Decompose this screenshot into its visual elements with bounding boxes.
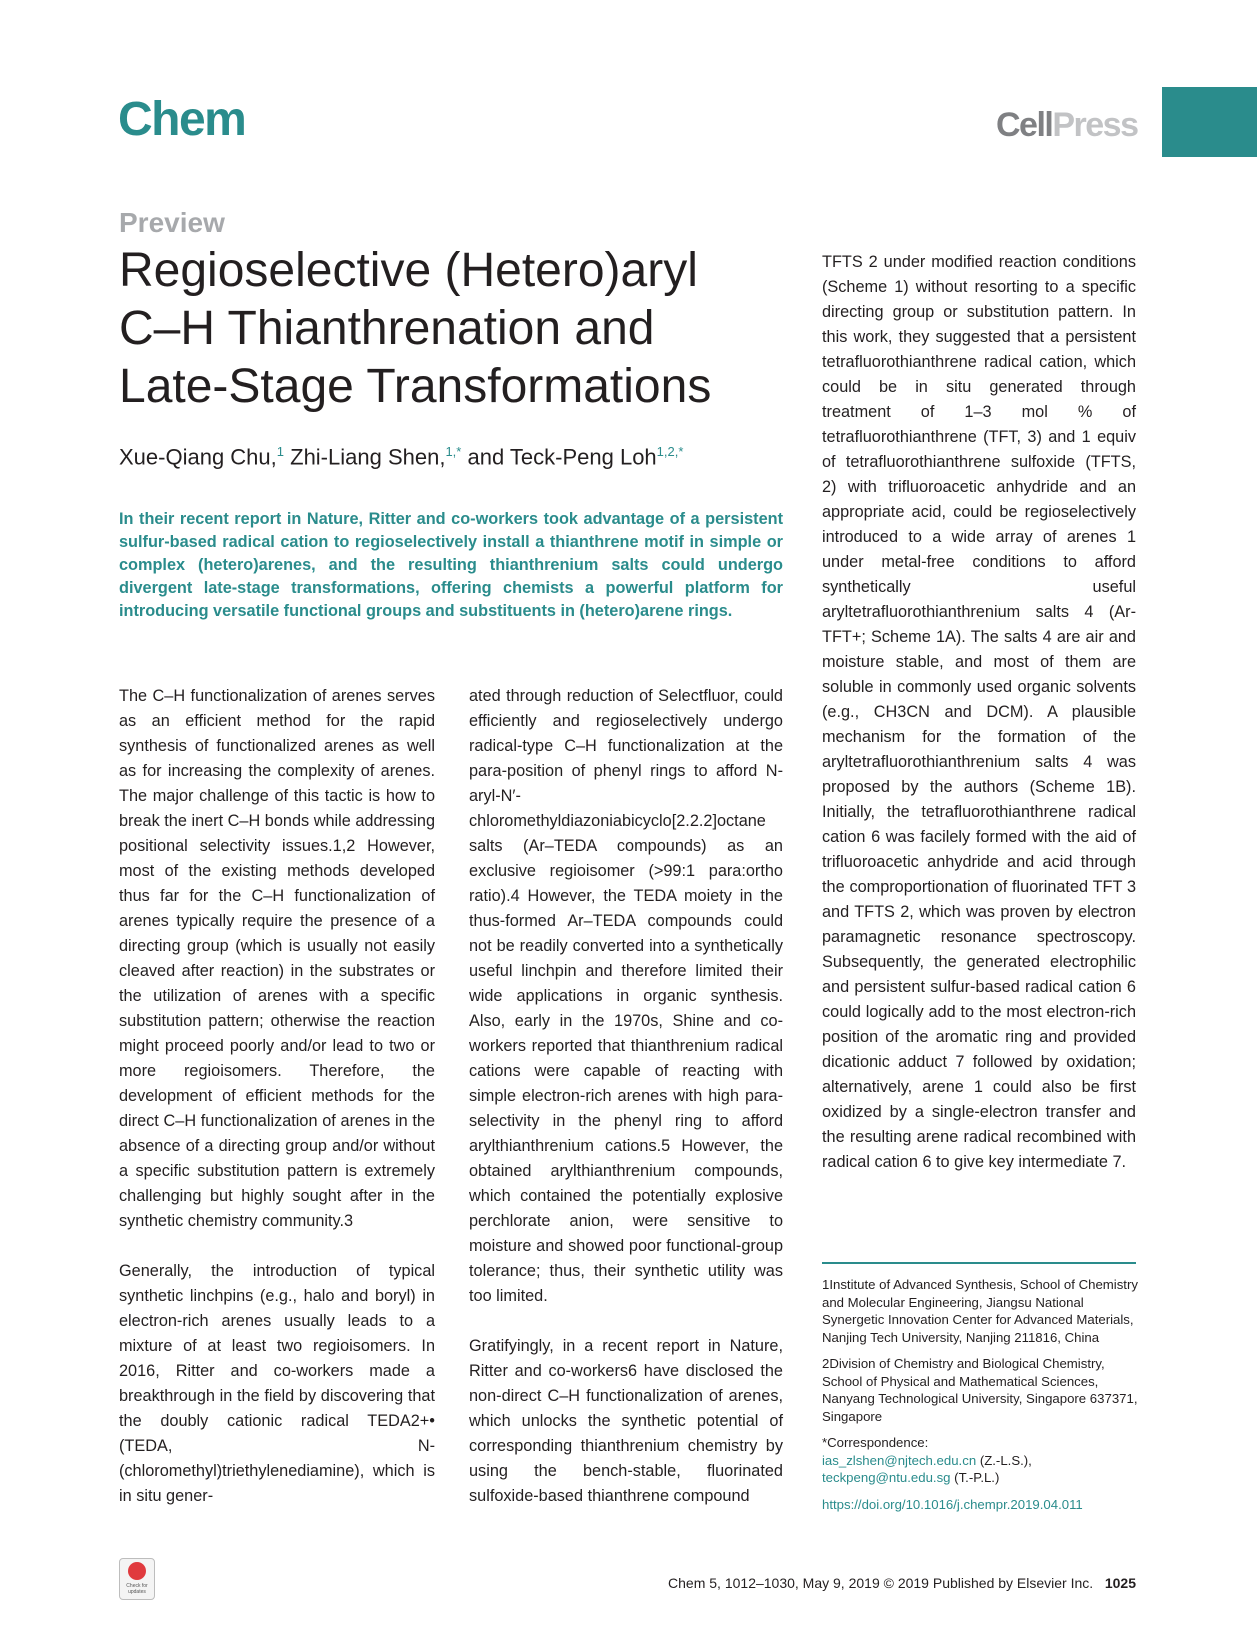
publisher-logo: CellPress — [996, 106, 1138, 144]
author-list — [119, 444, 779, 470]
body-paragraph: Generally, the introduction of typical synthetic linchpins (e.g., halo and boryl) in electron-rich arenes usually leads to a mixture of at least two regioisomers. In 2016, Ritter and co-workers made a breakthrough in the field by discovering that the doubly cationic radical TEDA2+• (TEDA, N-(chloromethyl)triethylenediamine), which is in situ gener- — [119, 1262, 435, 1505]
body-column-3 — [822, 250, 1136, 1200]
page-number: 1025 — [1104, 1575, 1136, 1591]
author-affiliation[interactable]: 1,2,* — [656, 444, 684, 459]
body-paragraph: The C–H functionalization of arenes serves as an efficient method for the rapid synthesis of functionalized arenes as well as for increasing the complexity of arenes. The major challenge of this tactic is how to break the inert C–H bonds while addressing positional selectivity issues.1,2 However, most of the existing methods developed thus far for the C–H functionalization of arenes typically require the presence of a directing group (which is usually not easily cleaved after reaction) in the substrates or the utilization of arenes with a specific substitution pattern; otherwise the reaction might proceed poorly and/or lead to two or more regioisomers. Therefore, the development of efficient methods for the direct C–H functionalization of arenes in the absence of a directing group and/or without a specific substitution pattern is extremely challenging but highly sought after in the synthetic chemistry community.3 — [119, 687, 435, 1230]
body-paragraph: TFTS 2 under modified reaction conditions (Scheme 1) without resorting to a specific directing group or substitution pattern. In this work, they suggested that a persistent tetrafluorothianthrene radical cation, which could be in situ generated through treatment of 1–3 mol % of tetrafluorothianthrene (TFT, 3) and 1 equiv of tetrafluorothianthrene sulfoxide (TFTS, 2) with trifluoroacetic anhydride and an appropriate acid, could be regioselectively introduced to a wide array of arenes 1 under metal-free conditions to afford synthetically useful aryltetrafluorothianthrenium salts 4 (Ar-TFT+; Scheme 1A). The salts 4 are air and moisture stable, and most of them are soluble in commonly used organic solvents (e.g., CH3CN and DCM). A plausible mechanism for the formation of the aryltetrafluorothianthrenium salts 4 was proposed by the authors (Scheme 1B). Initially, the tetrafluorothianthrene radical cation 6 was facilely formed with the aid of trifluoroacetic anhydride and acid through the comproportionation of fluorinated TFT 3 and TFTS 2, which was proven by electron paramagnetic resonance spectroscopy. Subsequently, the generated electrophilic and persistent sulfur-based radical cation 6 could logically add to the most electron-rich position of the aromatic ring and provided dicationic adduct 7 followed by oxidation; alternatively, arene 1 could also be first oxidized by a single-electron transfer and the resulting arene radical recombined with radical cation 6 to give key intermediate 7. — [822, 253, 1136, 1171]
body-paragraph: ated through reduction of Selectfluor, could efficiently and regioselectively undergo radical-type C–H functionalization at the para-position of phenyl rings to afford N-aryl-N′-chloromethyldiazoniabicyclo[2.2.2]octane salts (Ar–TEDA compounds) as an exclusive regioisomer (>99:1 para:ortho ratio).4 However, the TEDA moiety in the thus-formed Ar–TEDA compounds could not be readily converted into a synthetically useful linchpin and therefore limited their wide applications in organic synthesis. Also, early in the 1970s, Shine and co-workers reported that thianthrenium radical cations were capable of reacting with simple electron-rich arenes with high para-selectivity in the phenyl ring to afford arylthianthrenium cations.5 However, the obtained arylthianthrenium compounds, which contained the potentially explosive perchlorate anion, were sensitive to moisture and showed poor functional-group tolerance; thus, their synthetic utility was too limited. — [469, 687, 783, 1305]
body-column-2 — [469, 684, 783, 1534]
page-footer — [630, 1575, 1136, 1591]
affiliation-2: 2Division of Chemistry and Biological Chemistry, School of Physical and Mathematical Sciences, Nanyang Technological University, Singapore 637371, Singapore — [822, 1356, 1138, 1424]
affiliation-1: 1Institute of Advanced Synthesis, School of Chemistry and Molecular Engineering, Jiangsu National Synergetic Innovation Center for Advanced Materials, Nanjing Tech University, Nanjing 211816, China — [822, 1277, 1138, 1345]
abstract: In their recent report in Nature, Ritter and co-workers took advantage of a persistent sulfur-based radical cation to regioselectively install a thianthrene motif in simple or complex (hetero)arenes, and the resulting thianthrenium salts could undergo divergent late-stage transformations, offering chemists a powerful platform for introducing versatile functional groups and substituents in (hetero)arene rings. — [119, 510, 783, 620]
correspondence-label: *Correspondence: — [822, 1435, 929, 1450]
email-link-loh[interactable]: teckpeng@ntu.edu.sg — [822, 1470, 951, 1485]
footnote-divider — [822, 1262, 1136, 1264]
email-owner: (Z.-L.S.), — [976, 1452, 1032, 1468]
journal-logo: Chem — [118, 93, 246, 146]
correspondence — [822, 1434, 1142, 1513]
email-link-shen[interactable]: ias_zlshen@njtech.edu.cn — [822, 1452, 977, 1468]
author-name[interactable]: Zhi-Liang Shen, — [290, 444, 446, 470]
header-accent-bar — [1162, 87, 1257, 157]
author-name[interactable]: Xue-Qiang Chu, — [119, 444, 277, 470]
doi-link[interactable]: https://doi.org/10.1016/j.chempr.2019.04.011 — [822, 1496, 1083, 1512]
email-owner: (T.-P.L.) — [950, 1470, 1000, 1485]
body-paragraph: Gratifyingly, in a recent report in Nature, Ritter and co-workers6 have disclosed the non-direct C–H functionalization of arenes, which unlocks the synthetic potential of corresponding thianthrenium chemistry by using the bench-stable, fluorinated sulfoxide-based thianthrene compound — [469, 1337, 783, 1505]
author-name[interactable]: and Teck-Peng Loh — [467, 444, 657, 470]
crossmark-label: Check for updates — [126, 1583, 148, 1595]
crossmark-icon[interactable] — [119, 1558, 155, 1600]
author-affiliation[interactable]: 1,* — [445, 444, 462, 459]
body-column-1 — [119, 684, 435, 1534]
article-title: Regioselective (Hetero)aryl C–H Thianthrenation and Late-Stage Transformations — [119, 244, 712, 413]
citation: Chem 5, 1012–1030, May 9, 2019 © 2019 Published by Elsevier Inc. — [668, 1575, 1094, 1591]
affiliation-footnotes — [822, 1276, 1142, 1513]
author-affiliation[interactable]: 1 — [276, 444, 284, 459]
section-label: Preview — [119, 207, 225, 238]
